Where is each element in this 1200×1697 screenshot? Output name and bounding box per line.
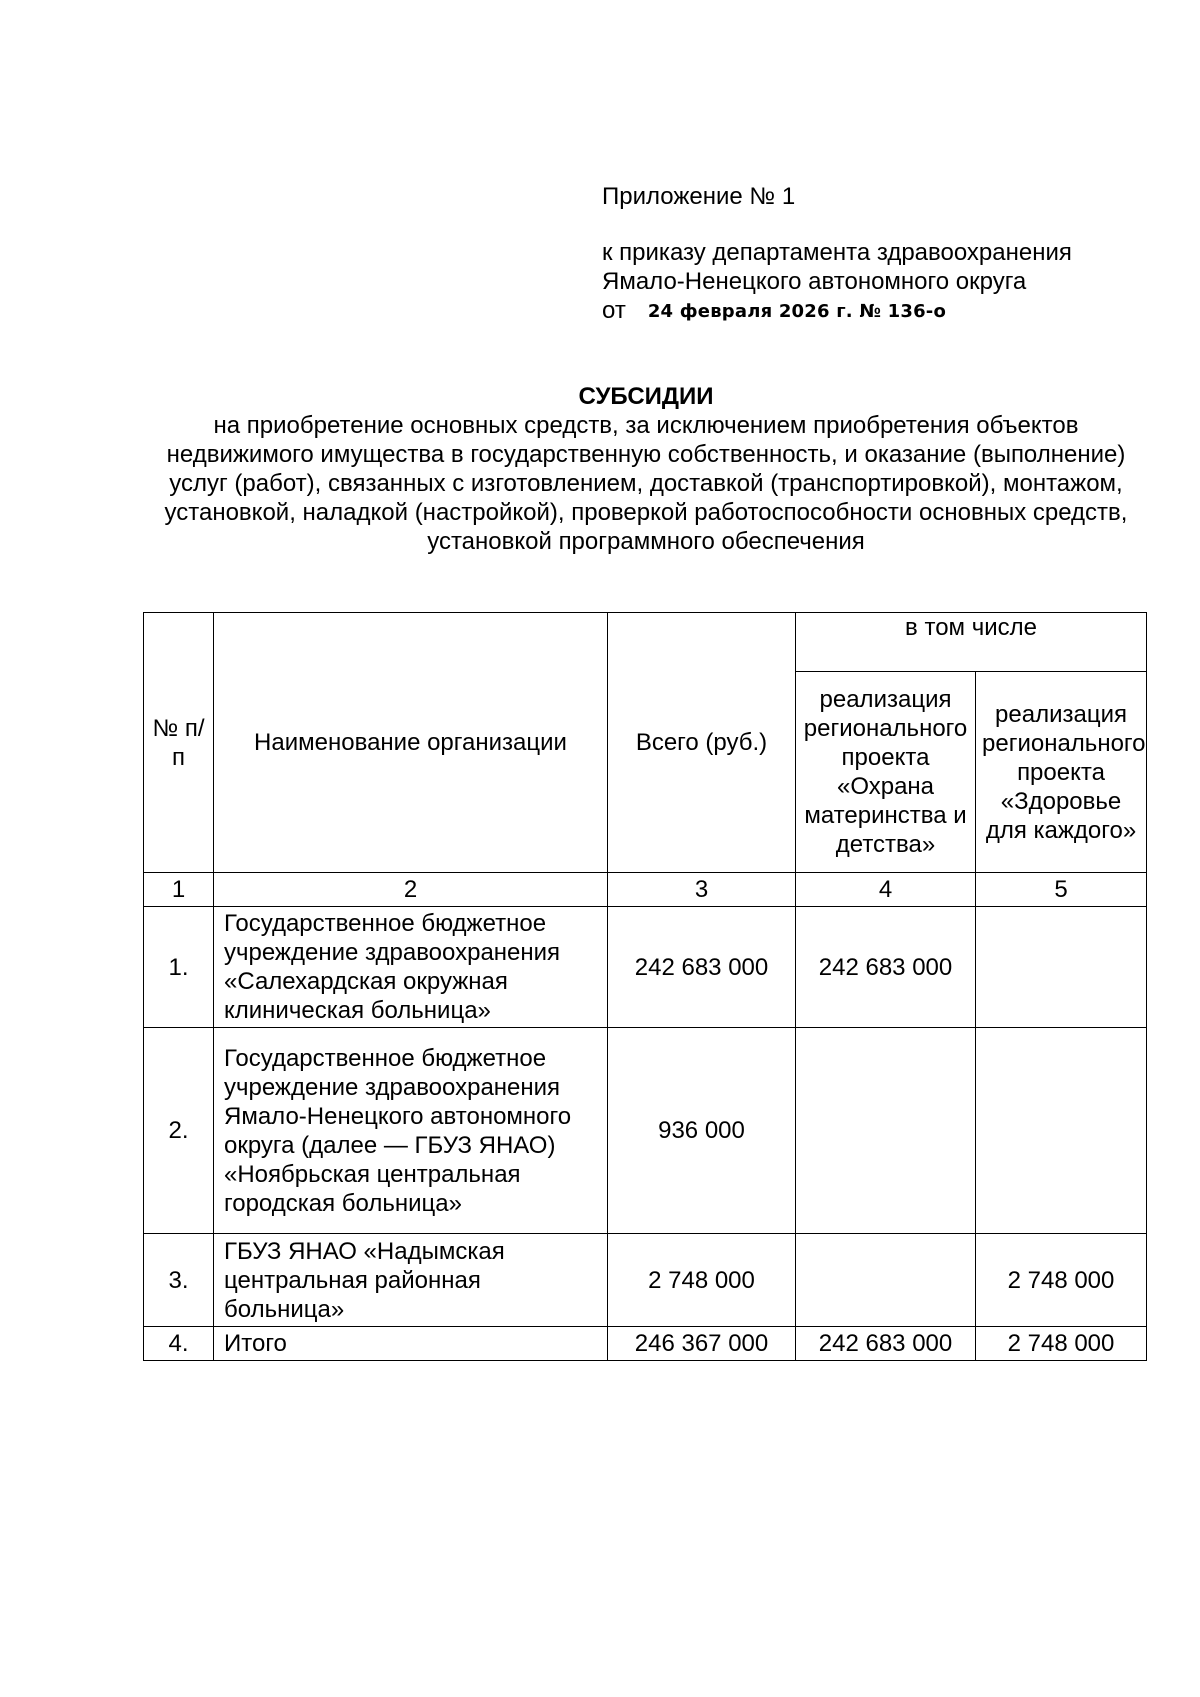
column-numbers-row	[144, 873, 1147, 907]
row-total: 242 683 000	[608, 907, 796, 1028]
total-row	[144, 1327, 1147, 1361]
row-name: ГБУЗ ЯНАО «Надымская центральная районная больница»	[214, 1234, 608, 1327]
date-prefix: от	[602, 297, 626, 324]
row-total: 246 367 000	[608, 1327, 796, 1361]
row-name: Государственное бюджетное учреждение здравоохранения «Салехардская окружная клиническая больница»	[214, 907, 608, 1028]
row-col4	[796, 1028, 976, 1234]
table-header-row	[144, 613, 1147, 672]
row-col4: 242 683 000	[796, 1327, 976, 1361]
row-col5	[976, 1028, 1147, 1234]
row-num: 2.	[144, 1028, 214, 1234]
row-num: 1.	[144, 907, 214, 1028]
document-heading	[140, 382, 1152, 556]
row-col5: 2 748 000	[976, 1327, 1147, 1361]
row-col4	[796, 1234, 976, 1327]
column-number: 3	[608, 873, 796, 907]
row-total: 2 748 000	[608, 1234, 796, 1327]
column-number: 2	[214, 873, 608, 907]
header-total: Всего (руб.)	[608, 613, 796, 873]
row-num: 4.	[144, 1327, 214, 1361]
row-col4: 242 683 000	[796, 907, 976, 1028]
header-including: в том числе	[796, 613, 1147, 672]
appendix-order-line-2: Ямало-Ненецкого автономного округа	[602, 268, 1027, 295]
subsidies-table	[143, 612, 1147, 1361]
column-number: 4	[796, 873, 976, 907]
row-total: 936 000	[608, 1028, 796, 1234]
document-title: СУБСИДИИ	[578, 383, 714, 410]
header-name: Наименование организации	[214, 613, 608, 873]
row-col5: 2 748 000	[976, 1234, 1147, 1327]
column-number: 1	[144, 873, 214, 907]
row-name: Итого	[214, 1327, 608, 1361]
table-row	[144, 1028, 1147, 1234]
appendix-title: Приложение № 1	[602, 183, 796, 210]
table-row	[144, 907, 1147, 1028]
date-stamp: 24 февраля 2026 г. № 136-о	[647, 301, 947, 322]
document-subtitle: на приобретение основных средств, за исключением приобретения объектов недвижимого имущества в государственную собственность, и оказание (выполнение) услуг (работ), связанных с изготовлением, доставкой (транспортировкой), монтажом, установкой, наладкой (настройкой), проверкой работоспособности основных средств, установкой программного обеспечения	[164, 412, 1128, 555]
row-name: Государственное бюджетное учреждение здравоохранения Ямало-Ненецкого автономного округа (далее — ГБУЗ ЯНАО) «Ноябрьская центральная городская больница»	[214, 1028, 608, 1234]
header-col4: реализация регионального проекта «Охрана материнства и детства»	[796, 672, 976, 873]
header-col5: реализация регионального проекта «Здоровье для каждого»	[976, 672, 1147, 873]
column-number: 5	[976, 873, 1147, 907]
table-row	[144, 1234, 1147, 1327]
appendix-date-row	[602, 296, 1162, 326]
appendix-order-line-1: к приказу департамента здравоохранения	[602, 239, 1072, 266]
appendix-block	[602, 182, 1162, 326]
row-num: 3.	[144, 1234, 214, 1327]
header-num: № п/п	[144, 613, 214, 873]
row-col5	[976, 907, 1147, 1028]
